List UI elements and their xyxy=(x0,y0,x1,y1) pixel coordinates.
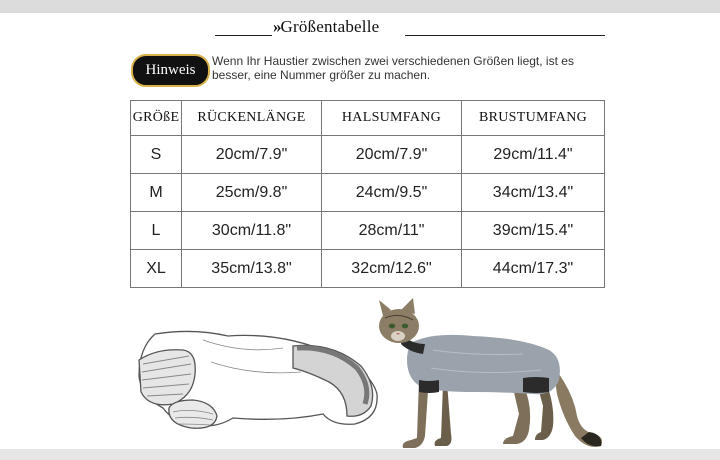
size-cell: XL xyxy=(131,250,182,288)
chest-girth-cell: 39cm/15.4" xyxy=(462,212,605,250)
back-length-cell: 35cm/13.8" xyxy=(182,250,322,288)
size-chart-heading xyxy=(215,17,605,39)
neck-girth-cell: 20cm/7.9" xyxy=(322,136,462,174)
table-header-row xyxy=(131,101,605,136)
double-arrow-icon: » xyxy=(273,17,280,36)
top-bar xyxy=(0,0,720,13)
size-cell: L xyxy=(131,212,182,250)
chest-girth-cell: 34cm/13.4" xyxy=(462,174,605,212)
header-size: GRÖßE xyxy=(131,101,182,136)
size-cell: S xyxy=(131,136,182,174)
size-table xyxy=(130,100,605,288)
neck-girth-cell: 32cm/12.6" xyxy=(322,250,462,288)
neck-girth-cell: 24cm/9.5" xyxy=(322,174,462,212)
table-row xyxy=(131,250,605,288)
header-back-length: RÜCKENLÄNGE xyxy=(182,101,322,136)
header-chest-girth: BRUSTUMFANG xyxy=(462,101,605,136)
hint-badge: Hinweis xyxy=(131,54,210,87)
back-length-cell: 30cm/11.8" xyxy=(182,212,322,250)
table-row xyxy=(131,212,605,250)
title-rule-left xyxy=(215,35,272,36)
back-length-cell: 20cm/7.9" xyxy=(182,136,322,174)
neck-girth-cell: 28cm/11" xyxy=(322,212,462,250)
table-row xyxy=(131,136,605,174)
title-text: Größentabelle xyxy=(280,17,380,36)
page-title xyxy=(273,17,379,37)
back-length-cell: 25cm/9.8" xyxy=(182,174,322,212)
chest-girth-cell: 44cm/17.3" xyxy=(462,250,605,288)
header-neck-girth: HALSUMFANG xyxy=(322,101,462,136)
recovery-suit-sketch-icon xyxy=(133,326,383,436)
hint-text: Wenn Ihr Haustier zwischen zwei verschiedenen Größen liegt, ist es besser, eine Nummer größer zu machen. xyxy=(212,54,574,82)
title-rule-right xyxy=(405,35,605,36)
size-cell: M xyxy=(131,174,182,212)
cat-photo xyxy=(373,296,613,454)
chest-girth-cell: 29cm/11.4" xyxy=(462,136,605,174)
table-row xyxy=(131,174,605,212)
